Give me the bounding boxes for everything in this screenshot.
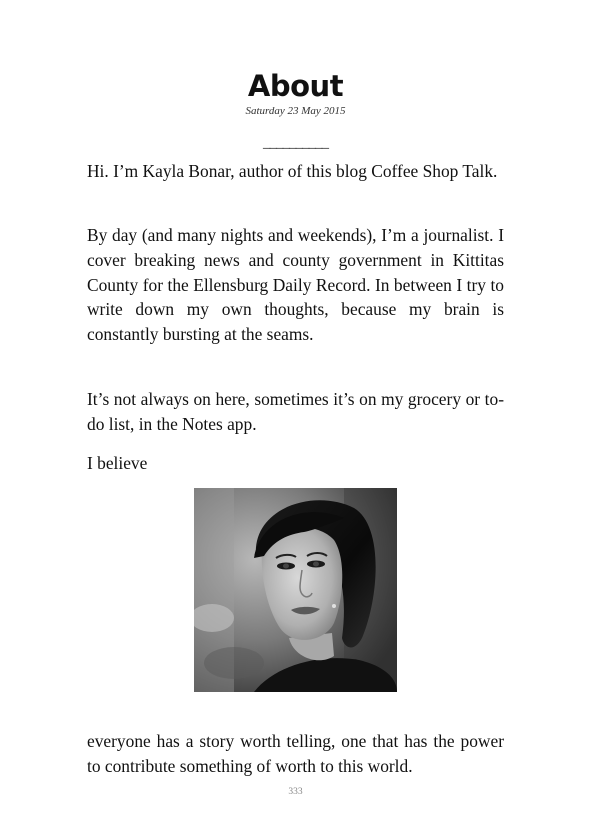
paragraph-i-believe: I believe [87, 453, 148, 473]
paragraph-everyone-story: everyone has a story worth telling, one that has the power to contribute something of worth to this world. [87, 731, 504, 776]
divider-line: __________ [263, 135, 328, 151]
page-number: 333 [288, 787, 303, 797]
author-portrait-photo [194, 488, 397, 692]
post-date: Saturday 23 May 2015 [245, 105, 346, 117]
paragraph-journalist: By day (and many nights and weekends), I’m a journalist. I cover breaking news and county government in Kittitas County for the Ellensburg Daily Record. In between I try to write down my own thoughts, because my brain is constantly bursting at the seams. [87, 225, 504, 345]
page-title: About [247, 69, 344, 103]
paragraph-notes: It’s not always on here, sometimes it’s on my grocery or to-do list, in the Notes app. [87, 389, 504, 434]
paragraph-intro: Hi. I’m Kayla Bonar, author of this blog Coffee Shop Talk. [87, 161, 498, 181]
